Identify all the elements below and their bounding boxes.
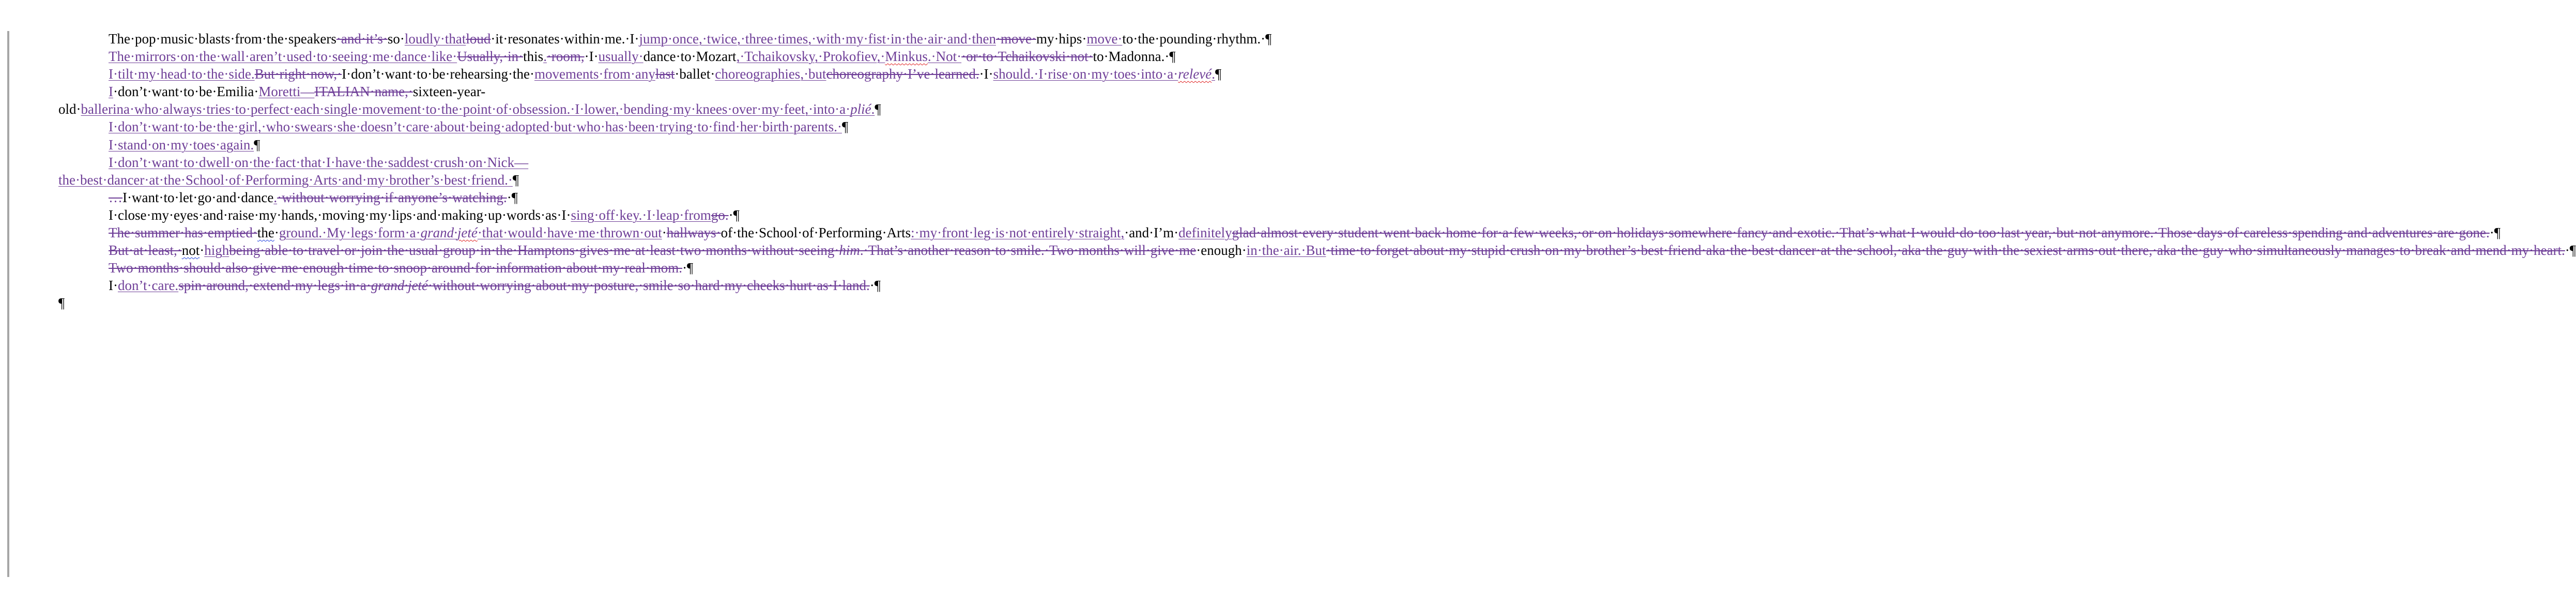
- inserted-text: don’t·care.: [117, 278, 179, 294]
- paragraph[interactable]: [58, 154, 715, 189]
- paragraph[interactable]: [58, 224, 2501, 241]
- inserted-text: jump·once,·twice,·three·times,·with·my·fist·in·the·air·and·then: [639, 31, 996, 47]
- inserted-text: I·tilt·my·head·to·the·side.: [109, 66, 255, 82]
- text-run: ·¶: [869, 278, 881, 294]
- paragraph[interactable]: [58, 206, 740, 224]
- text-run: to·the·pounding·rhythm.·¶: [1122, 31, 1272, 47]
- inserted-text: grand·: [420, 225, 457, 241]
- text-run: I·: [109, 278, 118, 294]
- text-run: sixteen-year-old·: [58, 84, 486, 117]
- text-run: my·hips·: [1036, 31, 1087, 47]
- deleted-text: ·without·worrying·if·anyone’s·watching.: [277, 189, 507, 205]
- inserted-text: Moretti—: [258, 84, 315, 100]
- inserted-text: sing·off·key.·I·leap·from: [571, 207, 711, 223]
- deleted-text: ITALIAN·name,·: [314, 84, 413, 100]
- text-run: ¶: [512, 172, 519, 188]
- inserted-text: .: [543, 49, 547, 65]
- text-run: ·and·I’m·: [1124, 225, 1179, 241]
- deleted-text: ·room,: [546, 49, 585, 65]
- deleted-text: loud: [466, 31, 491, 47]
- paragraph[interactable]: [58, 118, 849, 135]
- inserted-text: usually·: [598, 49, 643, 65]
- inserted-text: ground.·My·legs·form·a·: [279, 225, 421, 241]
- inserted-text: :·my·front·leg·is·not·entirely·straight,: [911, 225, 1125, 241]
- paragraph[interactable]: [58, 277, 881, 294]
- deleted-text: spin·around,·extend·my·legs·in·a·: [178, 278, 371, 294]
- inserted-text: I: [109, 84, 113, 100]
- text-run: ·don’t·want·to·be·Emilia·: [113, 84, 259, 100]
- inserted-text: I·don’t·want·to·be·the·girl,·who·swears·she·doesn’t·care·about·being·adopted·but·who·has·been·trying·to·find·her·birth·parents.·: [109, 119, 842, 135]
- text-run: ·: [274, 225, 279, 241]
- inserted-text: relevé: [1178, 66, 1212, 82]
- deleted-text: last: [655, 66, 675, 82]
- deleted-text: ·or·to·Tchaikovski·not·: [961, 49, 1093, 65]
- text-run: ·it·resonates·within·me.·I·: [490, 31, 639, 47]
- text-run: ¶: [841, 119, 849, 135]
- inserted-text: definitely: [1178, 225, 1232, 241]
- paragraph[interactable]: [58, 30, 1272, 48]
- deleted-text: But·at·least,·: [109, 242, 182, 259]
- text-run: ·¶: [2489, 225, 2501, 241]
- paragraph[interactable]: [58, 48, 1176, 65]
- text-run: ·I·: [584, 49, 599, 65]
- text-run: ·¶: [507, 189, 518, 205]
- text-run: ·¶: [728, 207, 740, 223]
- document-page[interactable]: [58, 30, 2576, 312]
- paragraph[interactable]: [58, 294, 715, 312]
- text-run: ·¶: [2565, 242, 2576, 259]
- deleted-text: Two·months·should·also·give·me·enough·time·to·snoop·around·for·information·about·my·real·mom.: [109, 260, 683, 276]
- text-run: to·Madonna.·¶: [1093, 49, 1176, 65]
- text-run: ·enough·: [1196, 242, 1247, 259]
- deleted-text: glad·almost·every·student·went·back·home·for·a·few·weeks,·or·on·holidays·somewhere·fancy·and·exotic.·That’s·what·I·would·do·too·last·year,·but·not·anymore.·Those·days·of·careless·spending·and·adventures·are·gone.: [1232, 225, 2490, 241]
- inserted-text: loudly·that: [404, 31, 466, 47]
- deleted-text: .·That’s·another·reason·to·smile.·Two·months·will·give·me: [860, 242, 1197, 259]
- deleted-text: ·time·to·forget·about·my·stupid·crush·on·my·brother’s·best·friend·aka·the·best·dancer·at·the·school,·aka·the·guy·with·the·sexiest·arms·out·there,·aka·the·guy·who·simultaneously·manages·to·break·and·mend·my·heart.: [1326, 242, 2565, 259]
- text-run: ·¶: [682, 260, 694, 276]
- inserted-text: choreographies,·but: [715, 66, 826, 82]
- deleted-text: hallways·: [666, 225, 721, 241]
- inserted-text: move·: [1086, 31, 1123, 47]
- text-run: ·I·: [979, 66, 993, 82]
- deleted-text: ·move·: [995, 31, 1036, 47]
- inserted-text: Minkus: [885, 49, 928, 65]
- deleted-text: The·summer·has·emptied·: [109, 225, 257, 241]
- text-run: not: [181, 242, 200, 259]
- deleted-text: ·and·it’s·: [336, 31, 388, 47]
- inserted-text: movements·from·any: [534, 66, 655, 82]
- inserted-text: jeté: [457, 225, 478, 241]
- text-run: the: [257, 225, 274, 241]
- deleted-text: choreography·I’ve·learned.: [826, 66, 979, 82]
- deleted-text: …: [109, 189, 122, 205]
- text-run: ·: [662, 225, 667, 241]
- inserted-text: .: [1212, 66, 1215, 82]
- paragraph[interactable]: [58, 83, 881, 118]
- paragraph[interactable]: [58, 259, 715, 277]
- text-run: of·the·School·of·Performing·Arts: [720, 225, 911, 241]
- deleted-text: grand·jeté: [371, 278, 428, 294]
- inserted-text: .: [273, 189, 278, 205]
- text-run: so·: [387, 31, 405, 47]
- paragraph[interactable]: [58, 189, 715, 206]
- inserted-text: ballerina·who·always·tries·to·perfect·each·single·movement·to·the·point·of·obsession.·I·lower,·bending·my·knees·over·my·feet,·into·a·: [81, 101, 851, 117]
- inserted-text: I·don’t·want·to·dwell·on·the·fact·that·I·have·the·saddest·crush·on·Nick—the·best·dancer·at·the·School·of·Performing·Arts·and·my·brother’s·best·friend.·: [58, 154, 529, 188]
- text-run: ¶: [254, 136, 260, 153]
- deleted-text: go.: [711, 207, 729, 223]
- inserted-text: The·mirrors·on·the·wall·aren’t·used·to·seeing·me·dance·like·: [109, 49, 457, 65]
- inserted-text: should.·I·rise·on·my·toes·into·a·: [993, 66, 1178, 82]
- inserted-text: plié: [850, 101, 871, 117]
- text-run: The·pop·music·blasts·from·the·speakers: [109, 31, 336, 47]
- paragraph[interactable]: [58, 65, 1222, 83]
- text-run: ·: [200, 242, 205, 259]
- deleted-text: Usually,·in·: [457, 49, 524, 65]
- revision-change-bar: [7, 31, 9, 577]
- deleted-text: him: [839, 242, 860, 259]
- deleted-text: ·without·worrying·about·my·posture,·smile·so·hard·my·cheeks·hurt·as·I·land.: [428, 278, 870, 294]
- text-run: dance·to·Mozart: [643, 49, 737, 65]
- deleted-text: being·able·to·travel·or·join·the·usual·group·in·the·Hamptons·gives·me·at·least·two·months·without·seeing·: [229, 242, 839, 259]
- text-run: ¶: [58, 295, 65, 311]
- text-run: ¶: [1215, 66, 1222, 82]
- text-run: I·close·my·eyes·and·raise·my·hands,·moving·my·lips·and·making·up·words·as·I·: [109, 207, 571, 223]
- text-run: ·ballet·: [674, 66, 715, 82]
- deleted-text: But·right·now,·: [254, 66, 342, 82]
- text-run: ¶: [875, 101, 881, 117]
- inserted-text: .: [871, 101, 875, 117]
- paragraph[interactable]: [58, 136, 715, 154]
- inserted-text: high: [204, 242, 229, 259]
- text-run: this: [523, 49, 544, 65]
- inserted-text: ·that·would·have·me·thrown·out: [477, 225, 662, 241]
- inserted-text: I·stand·on·my·toes·again.: [109, 136, 254, 153]
- inserted-text: in·the·air.·But: [1246, 242, 1326, 259]
- paragraph[interactable]: [58, 241, 2576, 259]
- inserted-text: .·Not·: [927, 49, 962, 65]
- text-run: I·don’t·want·to·be·rehearsing·the·: [342, 66, 534, 82]
- inserted-text: ,·Tchaikovsky,·Prokofiev,·: [736, 49, 885, 65]
- text-run: I·want·to·let·go·and·dance: [122, 189, 274, 205]
